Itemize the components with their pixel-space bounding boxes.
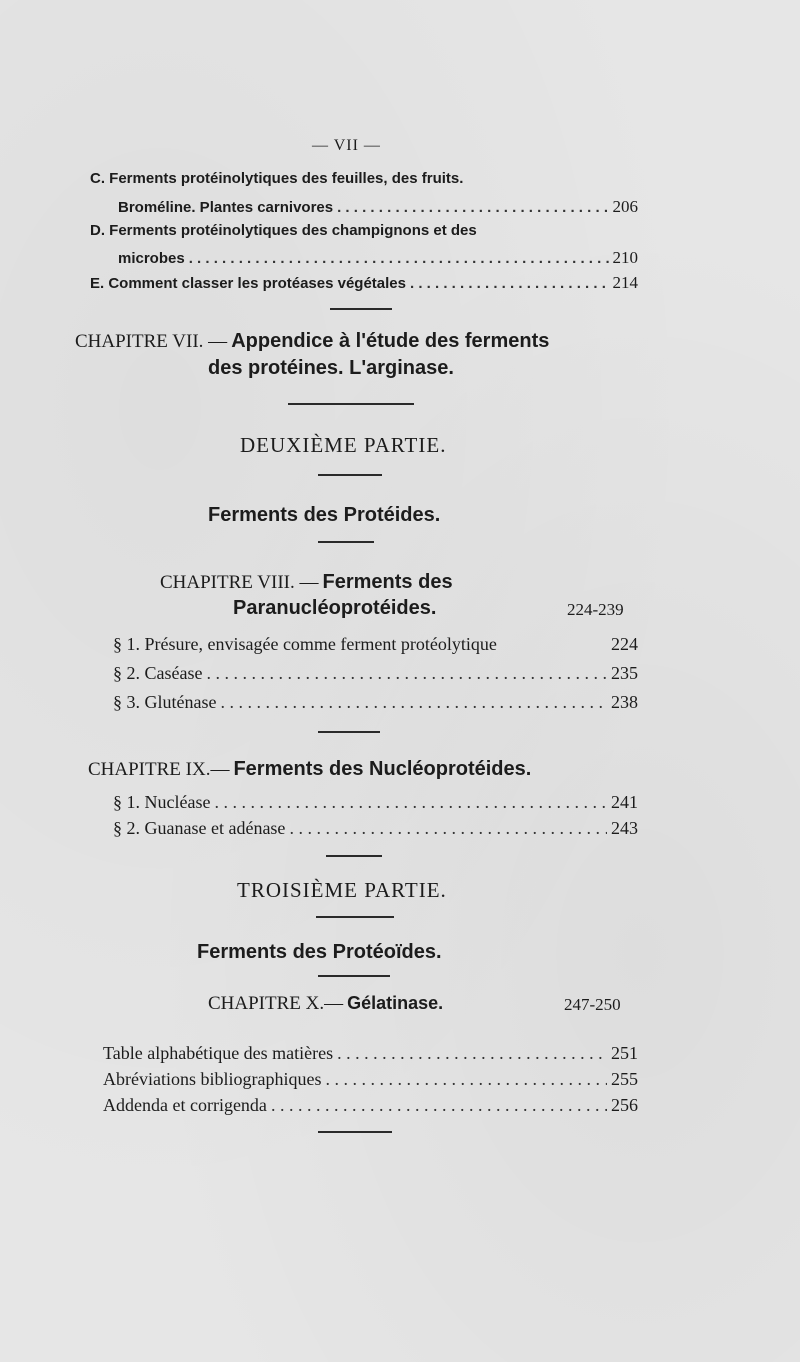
page-ref: 210 — [612, 248, 638, 267]
page-ref: 206 — [612, 197, 638, 216]
page-ref: 255 — [611, 1069, 638, 1089]
chapter9-prefix: CHAPITRE IX.— — [88, 759, 230, 780]
leader-dots — [189, 250, 609, 267]
page-ref: 243 — [611, 818, 638, 838]
chapter8-prefix: CHAPITRE VIII. — — [160, 572, 319, 593]
part3-heading: TROISIÈME PARTIE. — [237, 878, 447, 902]
divider-rule — [318, 1131, 392, 1133]
chapter8-pages: 224-239 — [567, 600, 624, 619]
part3-subheading: Ferments des Protéoïdes. — [197, 941, 442, 963]
section-c-entry — [118, 197, 638, 217]
chapter8-heading — [160, 571, 453, 594]
divider-rule — [318, 731, 380, 733]
toc-entry-label: § 3. Gluténase — [113, 692, 217, 712]
page-ref: 214 — [612, 273, 638, 292]
appendix-label: Table alphabétique des matières — [103, 1043, 334, 1063]
appendix-entry — [103, 1043, 638, 1064]
leader-dots — [337, 199, 608, 216]
section-e-label: E. Comment classer les protéases végétales — [90, 275, 406, 292]
leader-dots — [220, 692, 607, 713]
section-c-line1: C. Ferments protéinolytiques des feuilles, des fruits. — [90, 170, 464, 187]
chapter10-heading — [208, 993, 443, 1015]
leader-dots — [337, 1043, 607, 1064]
appendix-label: Abréviations bibliographiques — [103, 1069, 322, 1089]
page-ref: 238 — [611, 692, 638, 712]
toc-entry — [113, 818, 638, 839]
section-d-line1: D. Ferments protéinolytiques des champignons et des — [90, 222, 477, 239]
chapter9-heading — [88, 758, 531, 781]
page-ref: 251 — [611, 1043, 638, 1063]
toc-entry-label: § 1. Présure, envisagée comme ferment protéolytique — [113, 634, 497, 654]
chapter9-title: Ferments des Nucléoprotéides. — [233, 758, 532, 780]
divider-rule — [316, 916, 394, 918]
divider-rule — [318, 474, 382, 476]
chapter10-pages: 247-250 — [564, 995, 621, 1014]
leader-dots — [271, 1095, 607, 1116]
divider-rule — [318, 975, 390, 977]
divider-rule — [330, 308, 392, 310]
chapter8-title2: Paranucléoprotéides. — [233, 597, 437, 619]
page-ref: 235 — [611, 663, 638, 683]
toc-entry — [113, 663, 638, 684]
page-number: — VII — — [312, 137, 381, 154]
toc-entry-label: § 1. Nucléase — [113, 792, 211, 812]
toc-entry-label: § 2. Caséase — [113, 663, 203, 683]
leader-dots — [325, 1069, 607, 1090]
page-ref: 256 — [611, 1095, 638, 1115]
appendix-entry — [103, 1095, 638, 1116]
divider-rule — [326, 855, 382, 857]
toc-entry — [113, 634, 638, 655]
section-d-entry — [118, 248, 638, 268]
leader-dots — [289, 818, 607, 839]
appendix-label: Addenda et corrigenda — [103, 1095, 267, 1115]
chapter8-title1: Ferments des — [322, 571, 453, 593]
chapter7-title1: Appendice à l'étude des ferments — [231, 330, 550, 352]
part2-subheading: Ferments des Protéides. — [208, 504, 441, 526]
leader-dots — [206, 663, 607, 684]
chapter7-heading — [75, 330, 549, 353]
page-ref: 241 — [611, 792, 638, 812]
toc-entry — [113, 792, 638, 813]
divider-rule — [288, 403, 414, 405]
section-d-line2: microbes — [118, 250, 185, 267]
toc-entry — [113, 692, 638, 713]
section-c-line2: Broméline. Plantes carnivores — [118, 199, 334, 216]
leader-dots — [214, 792, 607, 813]
chapter7-title2: des protéines. L'arginase. — [208, 357, 454, 379]
section-e-entry — [90, 273, 638, 293]
chapter7-prefix: CHAPITRE VII. — — [75, 331, 228, 352]
toc-entry-label: § 2. Guanase et adénase — [113, 818, 286, 838]
divider-rule — [318, 541, 374, 543]
appendix-entry — [103, 1069, 638, 1090]
chapter10-prefix: CHAPITRE X.— — [208, 993, 344, 1014]
leader-dots — [410, 275, 609, 292]
part2-heading: DEUXIÈME PARTIE. — [240, 433, 447, 457]
page-ref: 224 — [611, 634, 638, 654]
chapter10-title: Gélatinase. — [347, 993, 444, 1013]
